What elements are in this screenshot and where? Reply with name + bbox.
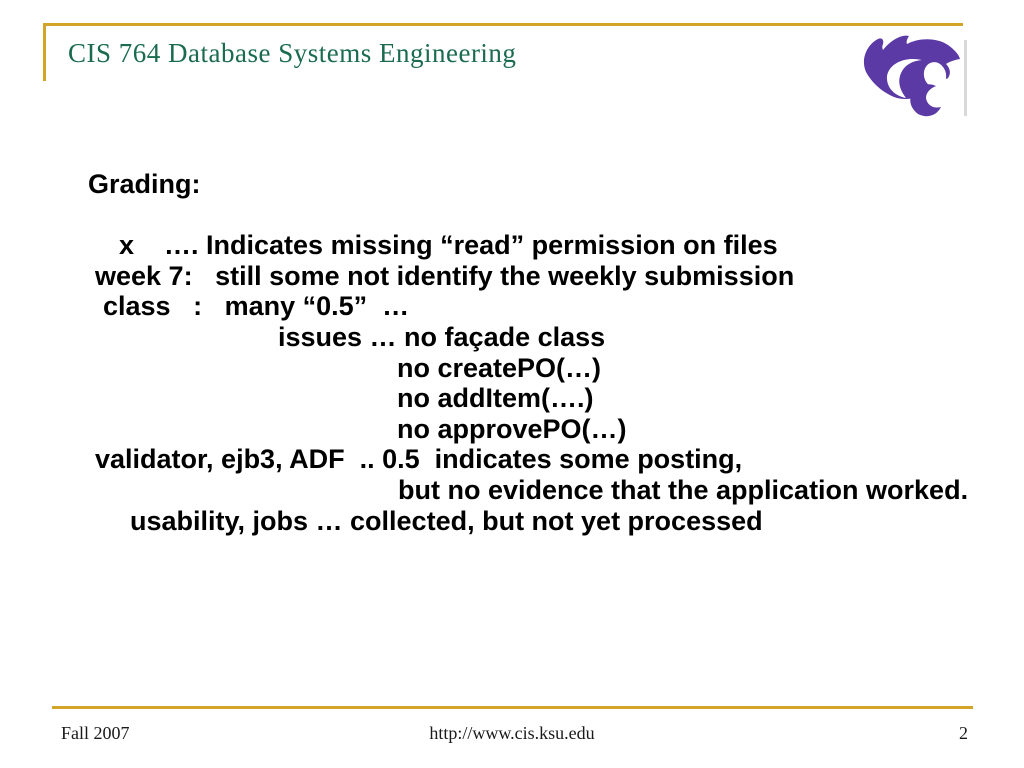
- body-line: usability, jobs … collected, but not yet processed: [130, 505, 763, 536]
- body-line: week 7: still some not identify the weekly submission: [95, 260, 795, 291]
- ksu-powercat-logo: [856, 28, 966, 118]
- footer-semester: Fall 2007: [61, 723, 130, 743]
- body-line: no approvePO(…): [397, 413, 627, 444]
- powercat-icon: [856, 28, 966, 118]
- body-line: class : many “0.5” …: [103, 291, 410, 322]
- body-line: but no evidence that the application worked.: [398, 474, 969, 505]
- footer-page-number: 2: [959, 723, 968, 743]
- body-line: validator, ejb3, ADF .. 0.5 indicates some posting,: [95, 444, 743, 475]
- logo-edge-shadow: [964, 40, 967, 116]
- body-line: issues … no façade class: [278, 321, 606, 352]
- header-accent-line: [44, 23, 963, 26]
- header-accent-corner: [43, 23, 46, 81]
- slide-body: [0, 169, 1024, 536]
- body-line: Grading:: [88, 169, 201, 199]
- footer-url: http://www.cis.ksu.edu: [429, 723, 595, 743]
- footer-accent-line: [52, 706, 973, 709]
- body-line: no createPO(…): [397, 352, 602, 383]
- body-line: no addItem(….): [397, 383, 594, 414]
- body-line: [0, 200, 1024, 231]
- slide-title: CIS 764 Database Systems Engineering: [68, 38, 517, 68]
- body-line: x …. Indicates missing “read” permission on files: [119, 230, 778, 261]
